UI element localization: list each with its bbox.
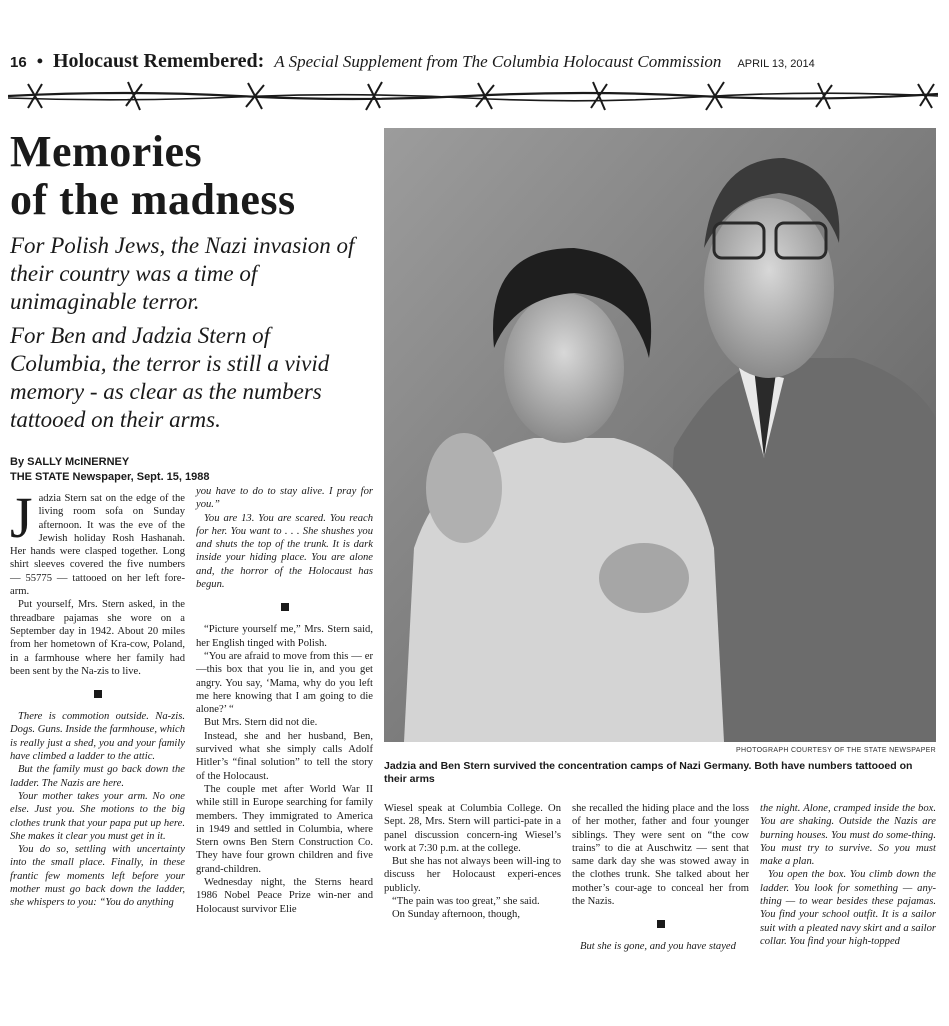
photo-caption: Jadzia and Ben Stern survived the concentration camps of Nazi Germany. Both have numbers tattooed on their arms xyxy=(384,760,913,785)
paragraph: she recalled the hiding place and the loss of her mother, father and four younger siblings. They were sent on “the cow trains” to die at Auschwitz — sent that same dark day she was stowed away in the clothes trunk. She talked about her mother’s cour-age to conceal her from the Nazis. xyxy=(572,803,749,908)
paragraph: On Sunday afternoon, though, xyxy=(392,909,520,921)
paragraph: Instead, she and her husband, Ben, survived what she simply calls Adolf Hitler’s “final solution” to tell the story of the Holocaust. xyxy=(196,730,373,782)
paragraph: You do so, settling with uncertainty into the small place. Finally, in these frantic few moments left before your mother must go back down the ladder, she whispers to you: “You do anything xyxy=(10,844,185,909)
paragraph: Wednesday night, the Sterns heard 1986 Nobel Peace Prize win-ner and Holocaust survivor Elie xyxy=(196,877,373,915)
photo-credit: PHOTOGRAPH COURTESY OF THE STATE NEWSPAPER xyxy=(736,747,936,754)
paragraph: You open the box. You climb down the ladder. You look for something — any-thing — to wear besides these pajamas. You find your school outfit. It is a sailor suit with a pleated navy skirt and a sailor collar. You find your high-topped xyxy=(760,869,936,947)
deck-1: For Polish Jews, the Nazi invasion of their country was a time of unimaginable terror. xyxy=(10,233,355,314)
paragraph: Your mother takes your arm. No one else. Just you. She motions to the big clothes trunk that your papa put up here. She makes it clear you must get in it. xyxy=(10,790,185,842)
section-break-square xyxy=(281,603,289,611)
barbed-wire-divider xyxy=(8,76,938,116)
paragraph: the night. Alone, cramped inside the box. You are shaking. Outside the Nazis are burning houses. You must do some-thing. You must try to survive. So you must make a plan. xyxy=(760,803,936,868)
paragraph: “The pain was too great,” she said. xyxy=(392,896,540,908)
headline xyxy=(10,128,380,224)
header-bullet: • xyxy=(36,51,43,71)
page-number: 16 xyxy=(10,54,27,71)
photo-jadzia-ben-stern xyxy=(384,128,936,742)
byline xyxy=(10,455,210,485)
headline-line-2: of the madness xyxy=(10,175,296,224)
page-header xyxy=(10,50,935,74)
paragraph: Jadzia Stern sat on the edge of the living room sofa on Sunday afternoon. It was the eve of the Jewish holiday Rosh Hashanah. Her hands were clasped together. Long shirt sleeves covered the five numbers — 55775 — tattooed on her left fore-arm. xyxy=(10,485,185,598)
section-break-square xyxy=(657,920,665,928)
article-column-1 xyxy=(10,485,185,910)
supplement-title: A Special Supplement from The Columbia Holocaust Commission xyxy=(274,52,722,71)
section-title: Holocaust Remembered: xyxy=(53,50,265,72)
paragraph: “Picture yourself me,” Mrs. Stern said, her English tinged with Polish. xyxy=(196,624,373,649)
paragraph: But the family must go back down the ladder. The Nazis are here. xyxy=(10,764,185,789)
source: THE STATE Newspaper, Sept. 15, 1988 xyxy=(10,471,210,483)
paragraph: Wiesel speak at Columbia College. On Sept. 28, Mrs. Stern will partici-pate in a panel discussion concern-ing Wiesel’s work at 7:30 p.m. at the college. xyxy=(384,803,561,854)
portrait-illustration xyxy=(384,128,936,742)
author: By SALLY McINERNEY xyxy=(10,456,130,468)
headline-line-1: Memories xyxy=(10,127,203,176)
paragraph: The couple met after World War II while still in Europe searching for family members. They immigrated to America in 1949 and settled in Columbia, where Stern owns Ben Stern Construction Co. They have four grown children and five grand-children. xyxy=(196,783,373,875)
paragraph: But she is gone, and you have stayed xyxy=(580,941,736,953)
paragraph: You are 13. You are scared. You reach for her. You want to . . . She shushes you and shuts the top of the trunk. It is dark inside your hiding place. You are alone and, the horror of the Holocaust has begun. xyxy=(196,512,373,591)
article-column-4 xyxy=(572,802,749,954)
article-column-2 xyxy=(196,485,373,916)
issue-date: APRIL 13, 2014 xyxy=(737,58,815,70)
deck-2: For Ben and Jadzia Stern of Columbia, the terror is still a vivid memory - as clear as the numbers tattooed on their arms. xyxy=(10,323,330,432)
paragraph: Put yourself, Mrs. Stern asked, in the threadbare pajamas she wore on a September day in 1942. About 20 miles from her hometown of Kra-cow, Poland, in a farmhouse where her family had been sent by the Na-zis to live. xyxy=(10,599,185,677)
paragraph: you have to do to stay alive. I pray for you.” xyxy=(196,486,373,511)
paragraph: “You are afraid to move from this — er —this box that you lie in, and you get angry. You say, ‘Mama, why do you left me here knowing that I am going to die alone?’ “ xyxy=(196,650,373,716)
article-column-3 xyxy=(384,802,561,922)
section-break-square xyxy=(94,690,102,698)
paragraph: But she has not always been will-ing to discuss her Holocaust experi-ences publicly. xyxy=(384,856,561,894)
article-column-5 xyxy=(760,802,936,948)
paragraph: There is commotion outside. Na-zis. Dogs. Guns. Inside the farmhouse, which is really just a shed, you and your family have climbed a ladder to the attic. xyxy=(10,711,185,763)
paragraph: But Mrs. Stern did not die. xyxy=(204,717,318,729)
drop-cap: J xyxy=(10,485,33,550)
